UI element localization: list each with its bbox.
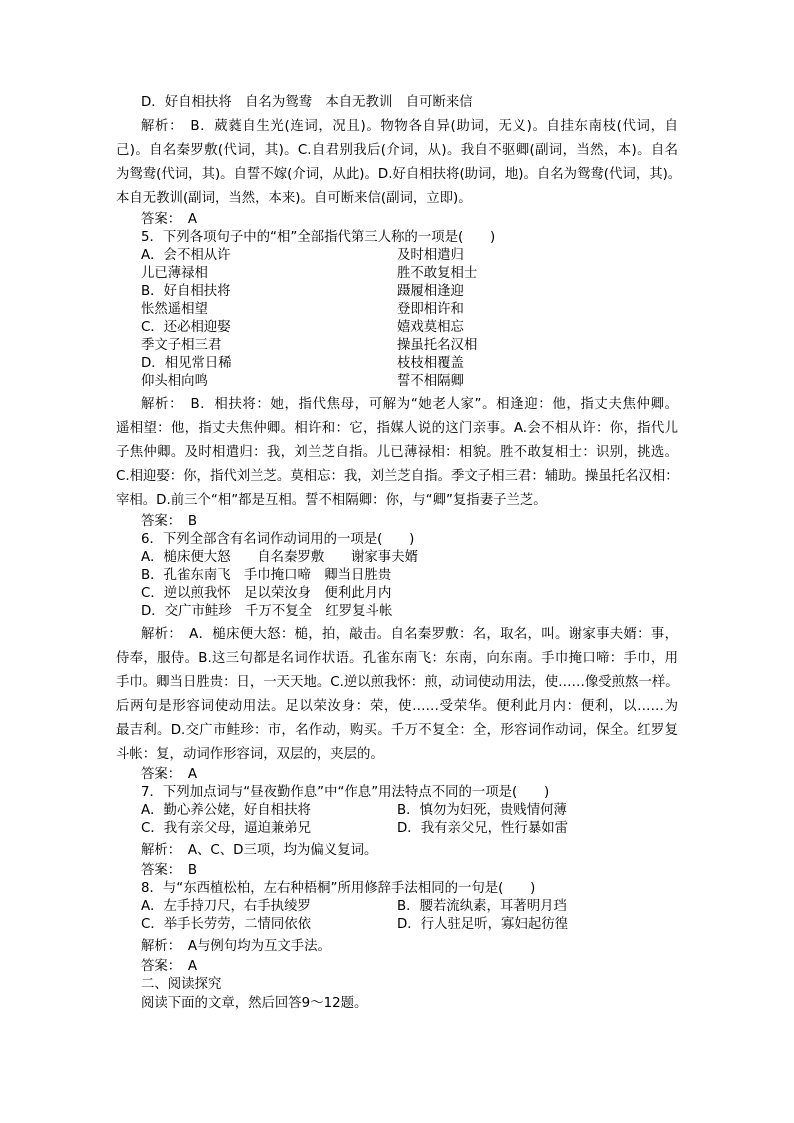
q4-analysis-line: 本自无教训(副词，当然，本来)。自可断来信(副词，立即)。: [116, 191, 472, 206]
q5-option-c-2: 嬉戏莫相忘: [397, 320, 464, 335]
q6-analysis-line: 最吉利。D.交广市鲑珍：市，名作动，购买。千万不复全：全，形容词作动词，保全。红罗复: [116, 723, 678, 738]
q5-option-a-4: 胜不敢复相士: [397, 266, 478, 281]
q5-option-b-1: B．好自相扶将: [141, 284, 231, 299]
q5-option-a-2: 及时相遣归: [397, 248, 464, 263]
q5-analysis-line: 宰相。D.前三个“相”都是互相。誓不相隔卿：你，与“卿”复指妻子兰芝。: [116, 493, 547, 508]
q7-option-c: C．我有亲父母，逼迫兼弟兄: [141, 821, 312, 836]
q5-option-a-3: 儿已薄禄相: [141, 266, 208, 281]
q7-option-a: A．勤心养公姥，好自相扶将: [141, 803, 311, 818]
q8-analysis: 解析： A与例句均为互文手法。: [141, 939, 331, 954]
q6-analysis-line: 手巾。卿当日胜贵：日，一天天地。C.逆以煎我怀：煎，动词使动用法，使……像受煎熬一样。: [116, 675, 679, 690]
q6-analysis-line: 斗帐：复，动词作形容词，双层的，夹层的。: [116, 747, 384, 762]
q5-option-c-3: 季文子相三君: [141, 338, 222, 353]
q6-option-b: B．孔雀东南飞 手巾掩口啼 卿当日胜贵: [141, 568, 392, 583]
q4-analysis-line: 己)。自名秦罗敷(代词，其)。C.自君别我后(介词，从)。我自不驱卿(副词，当然，本)。自名: [116, 143, 678, 158]
q8-option-a: A．左手持刀尺，右手执绫罗: [141, 899, 311, 914]
q5-option-b-3: 怅然遥相望: [141, 302, 208, 317]
q4-analysis-line: 为鸳鸯(代词，其)。自誓不嫁(介词，从此)。D.好自相扶将(助词，地)。自名为鸳鸯(代词，其)。: [116, 167, 682, 182]
q5-analysis-line: C.相迎娶：你，指代刘兰芝。莫相忘：我，刘兰芝自指。季文子相三君：辅助。操虽托名汉相：: [116, 469, 679, 484]
q5-analysis-line: 子焦仲卿。及时相遣归：我，刘兰芝自指。儿已薄禄相：相貌。胜不敢复相士：识别，挑选。: [116, 445, 678, 460]
q4-option-d: D．好自相扶将 自名为鸳鸯 本自无教训 自可断来信: [141, 95, 473, 110]
q5-option-d-2: 枝枝相覆盖: [397, 356, 464, 371]
q6-option-d: D．交广市鲑珍 千万不复全 红罗复斗帐: [141, 604, 393, 619]
q8-stem: 8．与“东西植松柏，左右种梧桐”所用修辞手法相同的一句是( ): [141, 881, 536, 896]
q6-analysis-line: 后两句是形容词使动用法。足以荣汝身：荣，使……受荣华。便利此月内：便利，以……为: [116, 699, 678, 714]
q5-option-d-4: 誓不相隔卿: [397, 374, 464, 389]
q8-option-c: C．举手长劳劳，二情同依依: [141, 917, 312, 932]
q6-answer: 答案： A: [141, 767, 198, 782]
q5-analysis-line: 解析： B．相扶将：她，指代焦母，可解为“她老人家”。相逢迎：他，指丈夫焦仲卿。: [141, 397, 678, 412]
q4-answer: 答案： A: [141, 212, 198, 227]
q7-option-b: B．慎勿为妇死，贵贱情何薄: [397, 803, 567, 818]
reading-instruction: 阅读下面的文章，然后回答9～12题。: [141, 996, 368, 1011]
q6-option-c: C．逆以煎我怀 足以荣汝身 便利此月内: [141, 586, 392, 601]
q5-option-b-4: 登即相许和: [397, 302, 464, 317]
q6-analysis-line: 解析： A．槌床便大怒：槌，拍，敲击。自名秦罗敷：名，取名，叫。谢家事夫婿：事，: [141, 627, 678, 642]
q6-stem: 6．下列全部含有名词作动词用的一项是( ): [141, 532, 415, 547]
q7-answer: 答案： B: [141, 863, 198, 878]
q8-option-b: B．腰若流纨素，耳著明月珰: [397, 899, 567, 914]
q5-option-b-2: 蹑履相逢迎: [397, 284, 464, 299]
q5-option-c-4: 操虽托名汉相: [397, 338, 478, 353]
q7-option-d: D．我有亲父兄，性行暴如雷: [397, 821, 568, 836]
q4-analysis-line: 解析： B．葳蕤自生光(连词，况且)。物物各自异(助词，无义)。自挂东南枝(代词，自: [141, 119, 678, 134]
q7-stem: 7．下列加点词与“昼夜勤作息”中“作息”用法特点不同的一项是( ): [141, 785, 550, 800]
q5-option-d-3: 仰头相向鸣: [141, 374, 208, 389]
q5-option-d-1: D．相见常日稀: [141, 356, 232, 371]
q7-analysis: 解析： A、C、D三项，均为偏义复词。: [141, 843, 378, 858]
q5-stem: 5．下列各项句子中的“相”全部指代第三人称的一项是( ): [141, 230, 496, 245]
section-heading: 二、阅读探究: [141, 977, 222, 992]
q8-option-d: D．行人驻足听，寡妇起彷徨: [397, 917, 568, 932]
q5-option-a-1: A．会不相从许: [141, 248, 231, 263]
q5-option-c-1: C．还必相迎娶: [141, 320, 231, 335]
q8-answer: 答案： A: [141, 959, 198, 974]
q5-answer: 答案： B: [141, 514, 198, 529]
q6-option-a: A．槌床便大怒 自名秦罗敷 谢家事夫婿: [141, 550, 418, 565]
q6-analysis-line: 侍奉，服侍。B.这三句都是名词作状语。孔雀东南飞：东南，向东南。手巾掩口啼：手巾，用: [116, 651, 678, 666]
q5-analysis-line: 遥相望：他，指丈夫焦仲卿。相许和：它，指媒人说的这门亲事。A.会不相从许：你，指代儿: [116, 421, 678, 436]
